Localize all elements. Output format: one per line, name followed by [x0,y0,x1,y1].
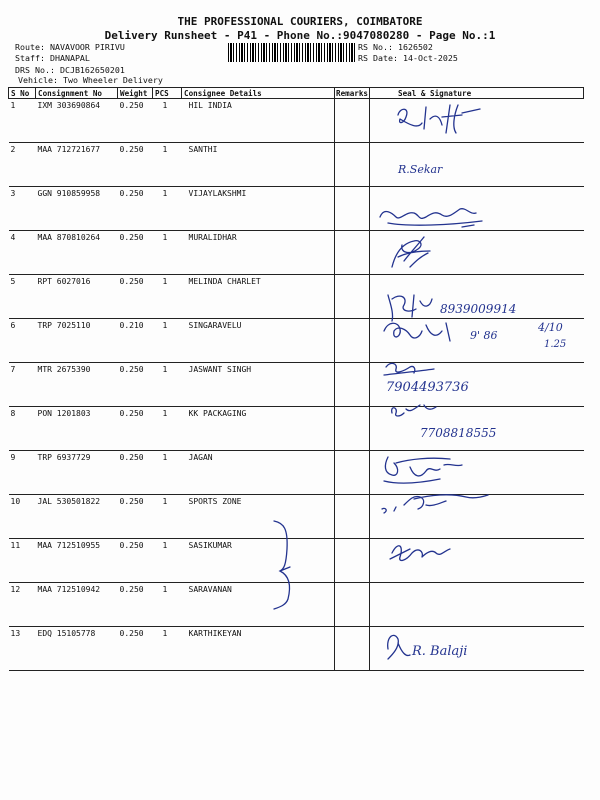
weight-cell: 0.250 [118,583,153,627]
signature-cell [370,99,584,143]
consignment-cell: TRP 7025110 [36,319,118,363]
consignment-cell: MTR 2675390 [36,363,118,407]
weight-cell: 0.250 [118,627,153,671]
consignee-cell: SINGARAVELU [182,319,335,363]
remarks-cell [335,495,370,539]
vehicle-label: Vehicle: Two Wheeler Delivery [18,75,163,85]
svg-text:7904493736: 7904493736 [386,380,469,395]
sno-cell: 8 [9,407,36,451]
signature-cell [370,583,584,627]
table-row [9,319,584,363]
handwritten-signature [370,99,584,141]
sno-cell: 5 [9,275,36,319]
runsheet-subtitle: Delivery Runsheet - P41 - Phone No.:9047080280 - Page No.:1 [104,29,496,42]
table-row [9,143,584,187]
consignment-cell: EDQ 15105778 [36,627,118,671]
sno-cell: 7 [9,363,36,407]
rs-date: RS Date: 14-Oct-2025 [358,53,458,63]
handwritten-signature [370,231,584,273]
table-row [9,231,584,275]
remarks-cell [335,231,370,275]
consignee-cell: KK PACKAGING [182,407,335,451]
consignee-cell: HIL INDIA [182,99,335,143]
weight-cell: 0.250 [118,187,153,231]
svg-text:R. Balaji: R. Balaji [412,644,468,659]
handwritten-signature [370,531,584,573]
pcs-cell: 1 [153,99,182,143]
consignment-cell: JAL 530501822 [36,495,118,539]
pcs-cell: 1 [153,627,182,671]
pcs-cell: 1 [153,275,182,319]
remarks-cell [335,627,370,671]
pcs-cell: 1 [153,363,182,407]
consignee-cell: VIJAYLAKSHMI [182,187,335,231]
consignee-cell: SANTHI [182,143,335,187]
svg-text:7708818555: 7708818555 [420,426,497,440]
col-header-consignee: Consignee Details [182,88,335,99]
weight-cell: 0.250 [118,99,153,143]
barcode [228,43,356,62]
consignee-cell: JASWANT SINGH [182,363,335,407]
svg-text:4/10: 4/10 [538,321,563,334]
consignment-cell: MAA 712510942 [36,583,118,627]
signature-cell [370,143,584,187]
weight-cell: 0.250 [118,539,153,583]
remarks-cell [335,363,370,407]
consignment-cell: IXM 303690864 [36,99,118,143]
route-label: Route: NAVAVOOR PIRIVU [15,42,125,52]
consignee-cell: SASIKUMAR [182,539,335,583]
consignment-cell: TRP 6937729 [36,451,118,495]
drs-label: DRS No.: DCJB162650201 [15,65,125,75]
table-row [9,187,584,231]
pcs-cell: 1 [153,583,182,627]
weight-cell: 0.250 [118,495,153,539]
handwritten-signature [370,485,584,527]
handwritten-signature [370,187,584,229]
consignment-cell: GGN 910859958 [36,187,118,231]
remarks-cell [335,319,370,363]
weight-cell: 0.250 [118,451,153,495]
handwritten-signature [370,143,584,185]
pcs-cell: 1 [153,143,182,187]
signature-cell [370,539,584,583]
col-header-sno: S No [9,88,36,99]
col-header-consignment: Consignment No [36,88,118,99]
handwritten-signature [370,357,584,399]
table-row [9,407,584,451]
pcs-cell: 1 [153,319,182,363]
signature-cell [370,231,584,275]
sno-cell: 9 [9,451,36,495]
svg-text:R.Sekar: R.Sekar [398,163,443,176]
svg-text:8939009914: 8939009914 [440,302,517,316]
col-header-signature: Seal & Signature [370,88,584,99]
rs-number: RS No.: 1626502 [358,42,433,52]
sno-cell: 4 [9,231,36,275]
sno-cell: 1 [9,99,36,143]
consignment-cell: MAA 712510955 [36,539,118,583]
handwritten-bracket [270,519,300,611]
remarks-cell [335,143,370,187]
signature-cell [370,187,584,231]
consignee-cell: SPORTS ZONE [182,495,335,539]
sno-cell: 3 [9,187,36,231]
svg-text:1.25: 1.25 [544,339,567,350]
pcs-cell: 1 [153,451,182,495]
remarks-cell [335,187,370,231]
signature-cell [370,319,584,363]
consignee-cell: KARTHIKEYAN [182,627,335,671]
remarks-cell [335,407,370,451]
consignment-cell: RPT 6027016 [36,275,118,319]
weight-cell: 0.250 [118,363,153,407]
consignee-cell: SARAVANAN [182,583,335,627]
sno-cell: 2 [9,143,36,187]
handwritten-signature [370,447,584,489]
col-header-remarks: Remarks [336,88,369,98]
remarks-cell [335,539,370,583]
sno-cell: 11 [9,539,36,583]
pcs-cell: 1 [153,407,182,451]
table-row [9,627,584,671]
weight-cell: 0.250 [118,407,153,451]
handwritten-signature [370,401,584,443]
weight-cell: 0.210 [118,319,153,363]
remarks-cell [335,275,370,319]
consignee-cell: JAGAN [182,451,335,495]
staff-label: Staff: DHANAPAL [15,53,90,63]
signature-cell [370,407,584,451]
pcs-cell: 1 [153,231,182,275]
consignment-cell: PON 1201803 [36,407,118,451]
weight-cell: 0.250 [118,143,153,187]
remarks-cell [335,99,370,143]
table-header-row [9,88,584,99]
sno-cell: 10 [9,495,36,539]
sno-cell: 6 [9,319,36,363]
handwritten-signature [370,625,584,667]
signature-cell [370,627,584,671]
sno-cell: 12 [9,583,36,627]
col-header-pcs: PCS [153,88,182,99]
consignment-cell: MAA 712721677 [36,143,118,187]
table-row [9,99,584,143]
svg-text:9' 86: 9' 86 [470,329,498,342]
consignee-cell: MURALIDHAR [182,231,335,275]
consignment-cell: MAA 870810264 [36,231,118,275]
remarks-cell [335,583,370,627]
sno-cell: 13 [9,627,36,671]
pcs-cell: 1 [153,495,182,539]
col-header-weight: Weight [118,88,153,99]
signature-cell [370,363,584,407]
company-title: THE PROFESSIONAL COURIERS, COIMBATORE [177,15,423,28]
table-row [9,363,584,407]
consignee-cell: MELINDA CHARLET [182,275,335,319]
handwritten-signature [370,311,584,353]
remarks-cell [335,451,370,495]
weight-cell: 0.250 [118,231,153,275]
pcs-cell: 1 [153,539,182,583]
weight-cell: 0.250 [118,275,153,319]
pcs-cell: 1 [153,187,182,231]
